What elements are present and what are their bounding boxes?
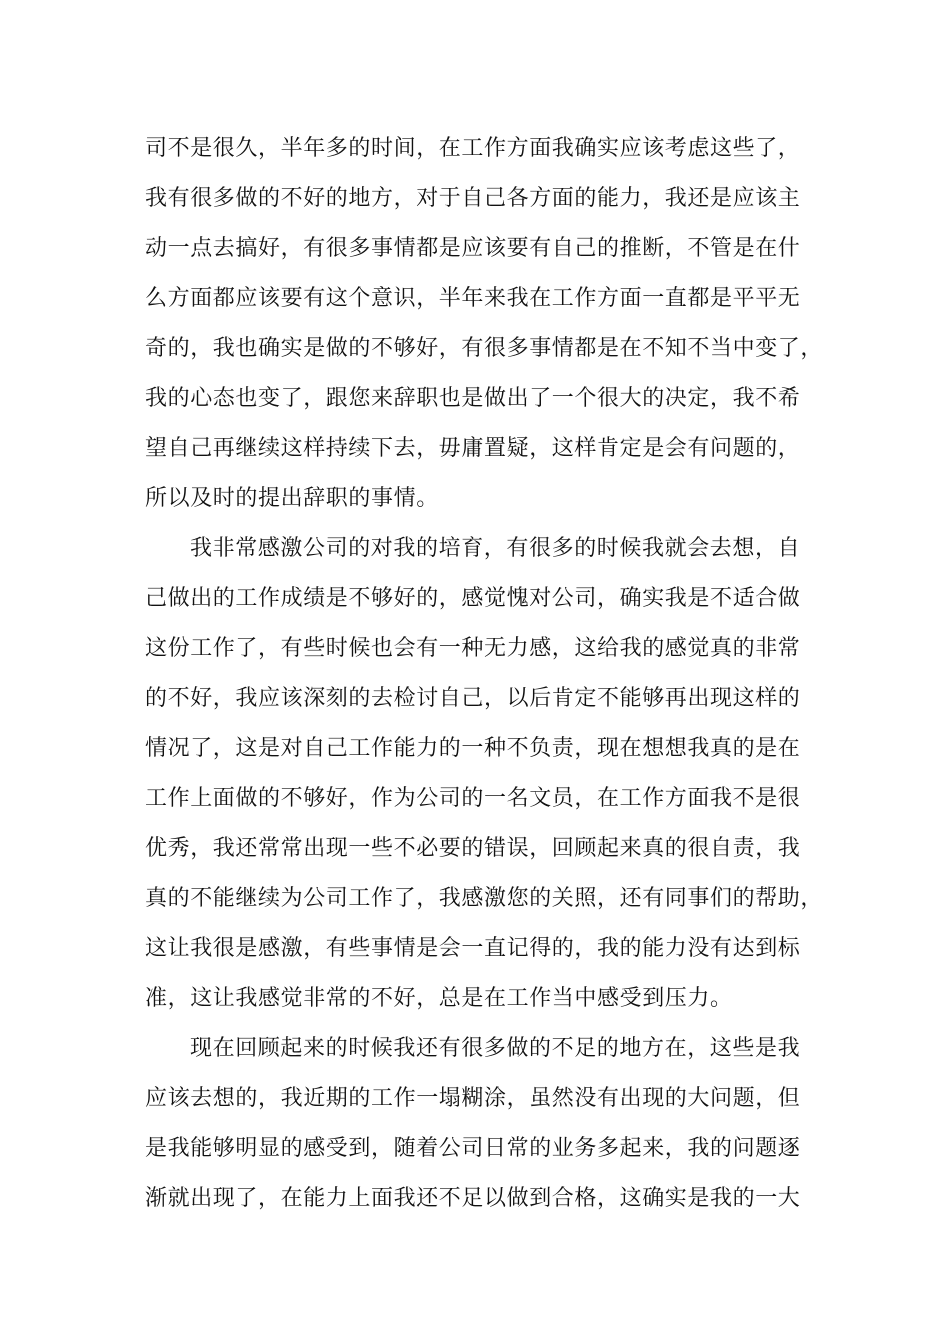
- text-line: 应该去想的，我近期的工作一塌糊涂，虽然没有出现的大问题，但: [145, 1086, 801, 1111]
- text-line: 这份工作了，有些时候也会有一种无力感，这给我的感觉真的非常: [145, 636, 801, 661]
- text-line: 动一点去搞好，有很多事情都是应该要有自己的推断，不管是在什: [145, 236, 801, 261]
- text-line: 是我能够明显的感受到，随着公司日常的业务多起来，我的问题逐: [145, 1136, 801, 1161]
- text-line: 真的不能继续为公司工作了，我感激您的关照，还有同事们的帮助，: [145, 886, 824, 911]
- text-line: 么方面都应该要有这个意识，半年来我在工作方面一直都是平平无: [145, 286, 801, 311]
- text-line: 的不好，我应该深刻的去检讨自己，以后肯定不能够再出现这样的: [145, 686, 801, 711]
- text-line: 己做出的工作成绩是不够好的，感觉愧对公司，确实我是不适合做: [145, 586, 801, 611]
- text-line: 准，这让我感觉非常的不好，总是在工作当中感受到压力。: [145, 986, 733, 1011]
- text-line: 奇的，我也确实是做的不够好，有很多事情都是在不知不当中变了，: [145, 336, 824, 361]
- text-line: 我非常感激公司的对我的培育，有很多的时候我就会去想，自: [190, 536, 801, 561]
- text-line: 我有很多做的不好的地方，对于自己各方面的能力，我还是应该主: [145, 186, 801, 211]
- text-line: 所以及时的提出辞职的事情。: [145, 486, 439, 511]
- text-line: 现在回顾起来的时候我还有很多做的不足的地方在，这些是我: [190, 1036, 801, 1061]
- text-line: 我的心态也变了，跟您来辞职也是做出了一个很大的决定，我不希: [145, 386, 801, 411]
- text-line: 优秀，我还常常出现一些不必要的错误，回顾起来真的很自责，我: [145, 836, 801, 861]
- text-line: 情况了，这是对自己工作能力的一种不负责，现在想想我真的是在: [145, 736, 801, 761]
- text-line: 这让我很是感激，有些事情是会一直记得的，我的能力没有达到标: [145, 936, 801, 961]
- text-line: 渐就出现了，在能力上面我还不足以做到合格，这确实是我的一大: [145, 1186, 801, 1211]
- text-line: 望自己再继续这样持续下去，毋庸置疑，这样肯定是会有问题的，: [145, 436, 801, 461]
- text-line: 工作上面做的不够好，作为公司的一名文员，在工作方面我不是很: [145, 786, 801, 811]
- text-line: 司不是很久，半年多的时间，在工作方面我确实应该考虑这些了，: [145, 136, 801, 161]
